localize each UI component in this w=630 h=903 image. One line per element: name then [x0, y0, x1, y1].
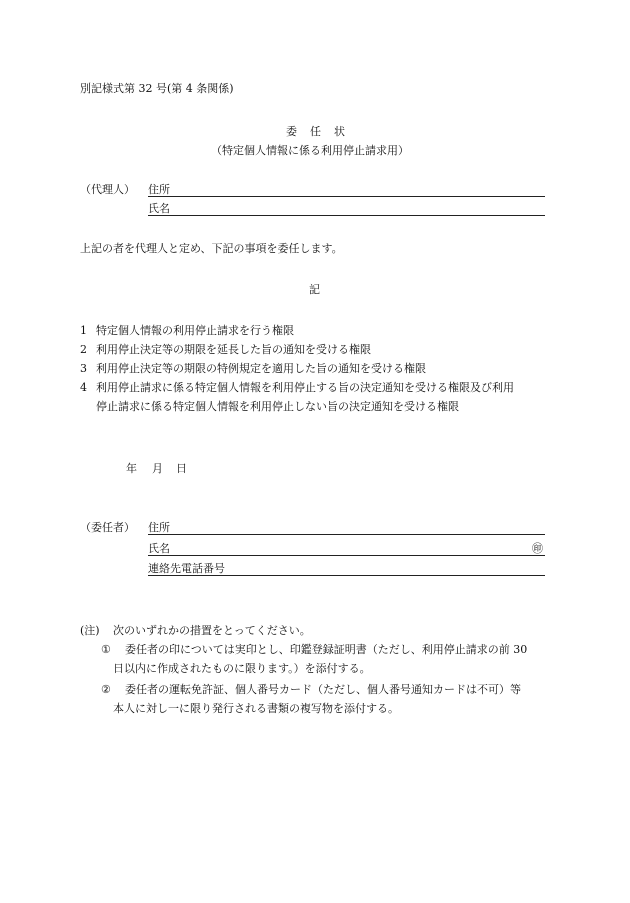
ki-heading: 記 [309, 283, 320, 296]
note-text-continued: 日以内に作成されたものに限ります。）を添付する。 [113, 662, 371, 675]
delegation-statement: 上記の者を代理人と定め、下記の事項を委任します。 [80, 242, 343, 255]
note-number: ② [101, 683, 111, 696]
item-number: 2 [80, 343, 87, 356]
principal-name-label: 氏名 [148, 542, 170, 555]
agent-address-label: 住所 [148, 183, 170, 196]
agent-name-field[interactable] [148, 215, 545, 216]
item-number: 4 [80, 381, 87, 394]
note-text-continued: 本人に対し一に限り発行される書類の複写物を添付する。 [113, 702, 399, 715]
notes-label: (注) [80, 624, 100, 637]
document-subtitle: （特定個人情報に係る利用停止請求用） [211, 144, 409, 157]
agent-label: （代理人） [80, 183, 135, 196]
note-text: 委任者の運転免許証、個人番号カード（ただし、個人番号通知カードは不可）等 [125, 683, 521, 696]
date-day: 日 [176, 462, 187, 475]
item-text: 利用停止決定等の期限の特例規定を適用した旨の通知を受ける権限 [96, 362, 426, 375]
principal-label: （委任者） [80, 521, 135, 534]
form-reference: 別記様式第 32 号(第 4 条関係) [80, 82, 234, 95]
principal-address-field[interactable] [148, 534, 545, 535]
item-text: 利用停止請求に係る特定個人情報を利用停止する旨の決定通知を受ける権限及び利用 [96, 381, 514, 394]
principal-phone-field[interactable] [148, 575, 545, 576]
agent-address-field[interactable] [148, 196, 545, 197]
principal-address-label: 住所 [148, 521, 170, 534]
notes-intro: 次のいずれかの措置をとってください。 [113, 624, 311, 637]
item-number: 3 [80, 362, 87, 375]
item-text: 特定個人情報の利用停止請求を行う権限 [96, 324, 294, 337]
date-year: 年 [126, 462, 137, 475]
item-text: 利用停止決定等の期限を延長した旨の通知を受ける権限 [96, 343, 371, 356]
item-text-continued: 停止請求に係る特定個人情報を利用停止しない旨の決定通知を受ける権限 [96, 400, 459, 413]
date-month: 月 [152, 462, 163, 475]
document-title: 委 任 状 [286, 125, 346, 138]
principal-phone-label: 連絡先電話番号 [148, 562, 225, 575]
agent-name-label: 氏名 [148, 202, 170, 215]
seal-mark: ㊞ [532, 542, 543, 555]
note-number: ① [101, 643, 111, 656]
item-number: 1 [80, 324, 87, 337]
principal-name-field[interactable] [148, 555, 545, 556]
note-text: 委任者の印については実印とし、印鑑登録証明書（ただし、利用停止請求の前 30 [125, 643, 528, 656]
